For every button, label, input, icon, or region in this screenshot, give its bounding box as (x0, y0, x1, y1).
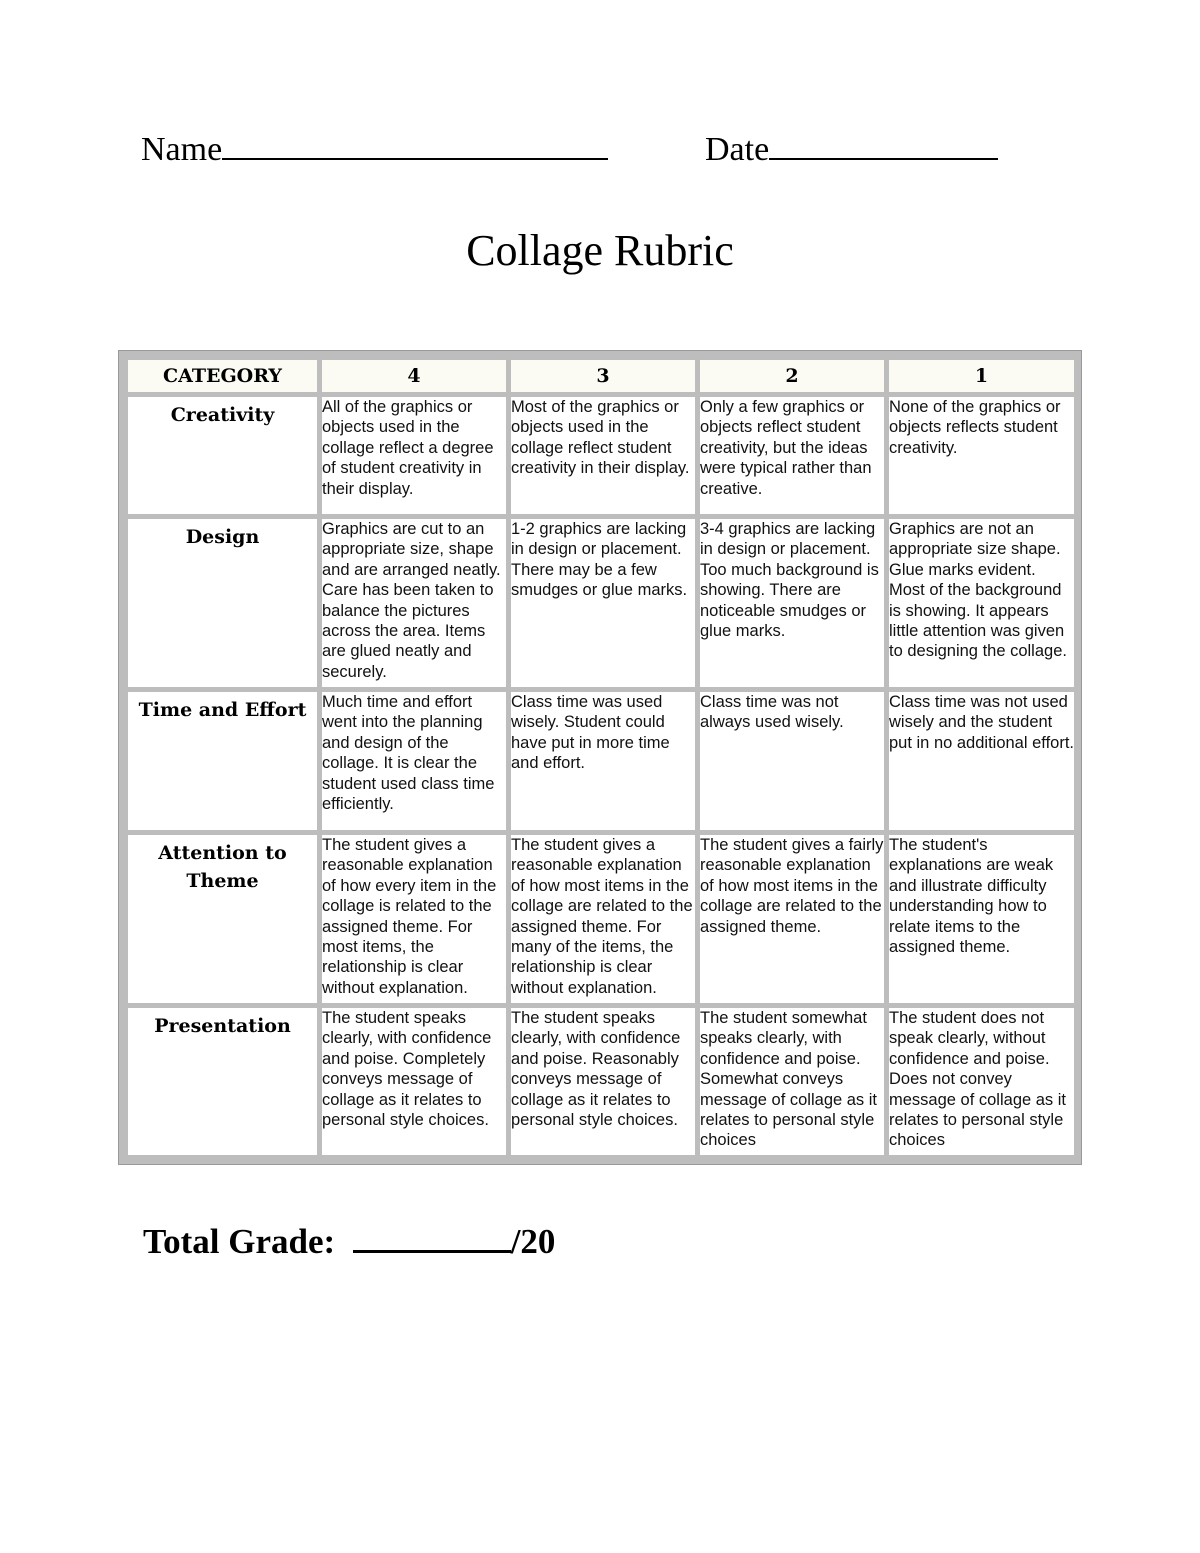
name-field[interactable] (141, 128, 608, 170)
row-category: Presentation (128, 1008, 317, 1155)
total-grade-max: /20 (510, 1222, 556, 1261)
rubric-cell: Only a few graphics or objects reflect student creativity, but the ideas were typical rather than creative. (700, 397, 884, 514)
table-row (128, 397, 1074, 514)
rubric-cell: The student gives a reasonable explanation of how every item in the collage is related to the assigned theme. For most items, the relationship is clear without explanation. (322, 835, 506, 1003)
header-row (128, 360, 1074, 392)
rubric-cell: The student gives a reasonable explanation of how most items in the collage are related to the assigned theme. For many of the items, the relationship is clear without explanation. (511, 835, 695, 1003)
row-category: Creativity (128, 397, 317, 514)
row-category: Time and Effort (128, 692, 317, 830)
rubric-cell: All of the graphics or objects used in the collage reflect a degree of student creativity in their display. (322, 397, 506, 514)
table-row (128, 1008, 1074, 1155)
rubric-cell: The student does not speak clearly, without confidence and poise. Does not convey message of collage as it relates to personal style choices (889, 1008, 1074, 1155)
table-row (128, 519, 1074, 687)
rubric-cell: The student somewhat speaks clearly, with confidence and poise. Somewhat conveys message of collage as it relates to personal style choices (700, 1008, 884, 1155)
date-blank[interactable] (769, 128, 998, 160)
rubric-table (123, 355, 1079, 1160)
rubric-cell: Most of the graphics or objects used in the collage reflect student creativity in their display. (511, 397, 695, 514)
rubric-cell: Class time was not used wisely and the student put in no additional effort. (889, 692, 1074, 830)
rubric-cell: Class time was not always used wisely. (700, 692, 884, 830)
rubric-cell: Graphics are cut to an appropriate size, shape and are arranged neatly. Care has been taken to balance the pictures across the area. Items are glued neatly and securely. (322, 519, 506, 687)
table-row (128, 835, 1074, 1003)
rubric-cell: Graphics are not an appropriate size shape. Glue marks evident. Most of the background is showing. It appears little attention was given to designing the collage. (889, 519, 1074, 687)
row-category: Attention to Theme (128, 835, 317, 1003)
header-score-1: 1 (889, 360, 1074, 392)
date-label: Date (705, 131, 770, 168)
rubric-cell: None of the graphics or objects reflects student creativity. (889, 397, 1074, 514)
header-category: CATEGORY (128, 360, 317, 392)
rubric-cell: 1-2 graphics are lacking in design or placement. There may be a few smudges or glue marks. (511, 519, 695, 687)
rubric-cell: The student's explanations are weak and illustrate difficulty understanding how to relate items to the assigned theme. (889, 835, 1074, 1003)
page-title: Collage Rubric (466, 226, 734, 275)
rubric-cell: Much time and effort went into the planning and design of the collage. It is clear the student used class time efficiently. (322, 692, 506, 830)
rubric-cell: The student speaks clearly, with confidence and poise. Reasonably conveys message of collage as it relates to personal style choices. (511, 1008, 695, 1155)
date-field[interactable] (705, 128, 998, 170)
header-score-3: 3 (511, 360, 695, 392)
total-grade (143, 1218, 555, 1264)
header-score-2: 2 (700, 360, 884, 392)
name-blank[interactable] (222, 128, 608, 160)
rubric-cell: Class time was used wisely. Student could have put in more time and effort. (511, 692, 695, 830)
header-score-4: 4 (322, 360, 506, 392)
table-row (128, 692, 1074, 830)
rubric-cell: 3-4 graphics are lacking in design or placement. Too much background is showing. There are noticeable smudges or glue marks. (700, 519, 884, 687)
row-category: Design (128, 519, 317, 687)
total-grade-blank[interactable] (353, 1218, 511, 1253)
name-label: Name (141, 131, 223, 168)
rubric-cell: The student gives a fairly reasonable explanation of how most items in the collage are related to the assigned theme. (700, 835, 884, 1003)
rubric-cell: The student speaks clearly, with confidence and poise. Completely conveys message of collage as it relates to personal style choices. (322, 1008, 506, 1155)
rubric-table-frame (118, 350, 1082, 1165)
total-grade-label: Total Grade: (143, 1222, 336, 1261)
